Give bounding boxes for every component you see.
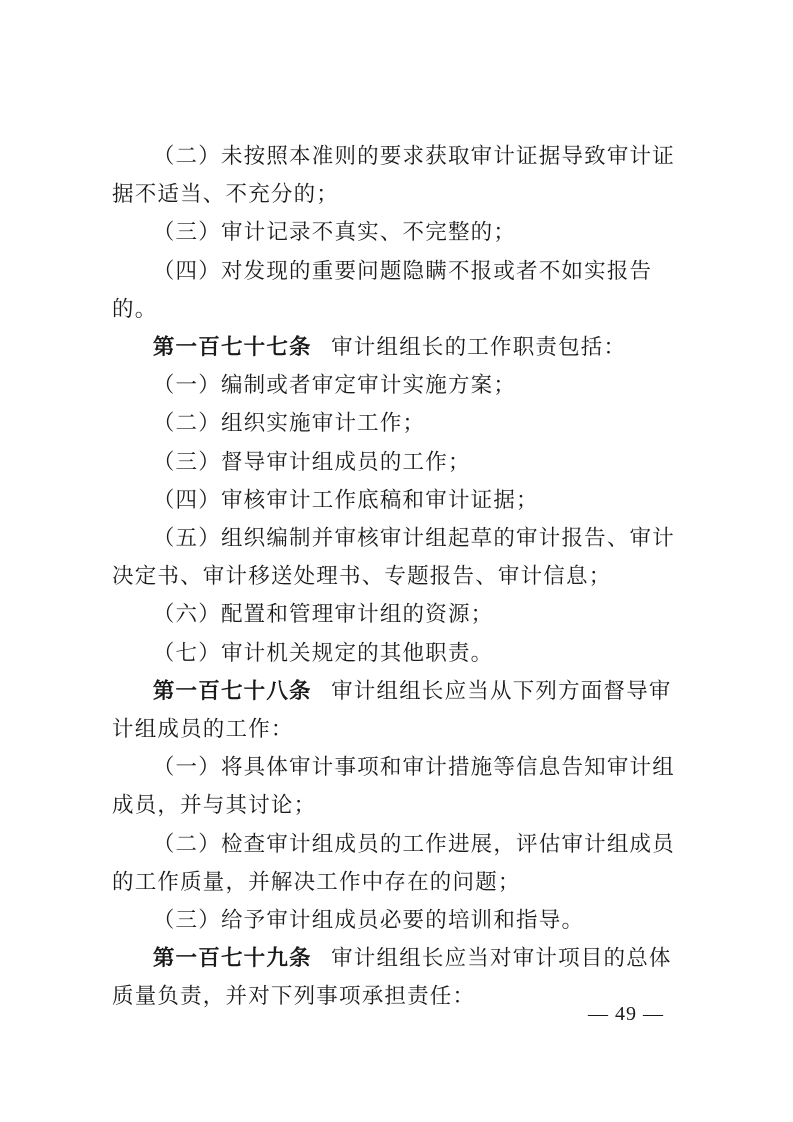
paragraph-text: 审计组组长的工作职责包括： [331,335,627,361]
paragraph [112,253,690,329]
article-paragraph [112,329,690,367]
paragraph [112,635,690,673]
paragraph [112,749,690,825]
document-body [112,138,690,1017]
paragraph [112,444,690,482]
paragraph-text: （七）审计机关规定的其他职责。 [152,640,494,666]
paragraph [112,214,690,252]
paragraph-text: 审计组组长应当从下列方面督导审计组成员的工作： [112,678,672,743]
paragraph-text: （一）将具体审计事项和审计措施等信息告知审计组成员，并与其讨论； [112,755,675,819]
page-number: — 49 — [588,1003,664,1025]
article-paragraph [112,673,690,749]
paragraph-text: （四）对发现的重要问题隐瞒不报或者不如实报告的。 [112,258,653,322]
paragraph-text: （三）审计记录不真实、不完整的； [152,220,517,246]
paragraph [112,826,690,902]
paragraph-text: （一）编制或者审定审计实施方案； [152,373,517,399]
paragraph [112,405,690,443]
paragraph [112,596,690,634]
paragraph-text: （五）组织编制并审核审计组起草的审计报告、审计决定书、审计移送处理书、专题报告、审计信息； [112,526,675,590]
paragraph [112,902,690,940]
paragraph [112,138,690,214]
paragraph-text: （三）给予审计组成员必要的培训和指导。 [152,908,585,934]
paragraph-text: （二）组织实施审计工作； [152,411,426,437]
paragraph [112,482,690,520]
paragraph-text: （六）配置和管理审计组的资源； [152,602,494,628]
paragraph [112,520,690,596]
paragraph-text: （三）督导审计组成员的工作； [152,449,471,475]
paragraph-text: （二）检查审计组成员的工作进展，评估审计组成员的工作质量，并解决工作中存在的问题； [112,831,675,895]
paragraph [112,367,690,405]
paragraph-text: （四）审核审计工作底稿和审计证据； [152,487,539,513]
paragraph-text: （二）未按照本准则的要求获取审计证据导致审计证据不适当、不充分的； [112,144,675,208]
article-number: 第一百七十九条 [152,946,312,972]
article-number: 第一百七十七条 [152,335,312,361]
article-number: 第一百七十八条 [152,678,312,704]
paragraph-text: 审计组组长应当对审计项目的总体质量负责，并对下列事项承担责任： [112,946,672,1010]
